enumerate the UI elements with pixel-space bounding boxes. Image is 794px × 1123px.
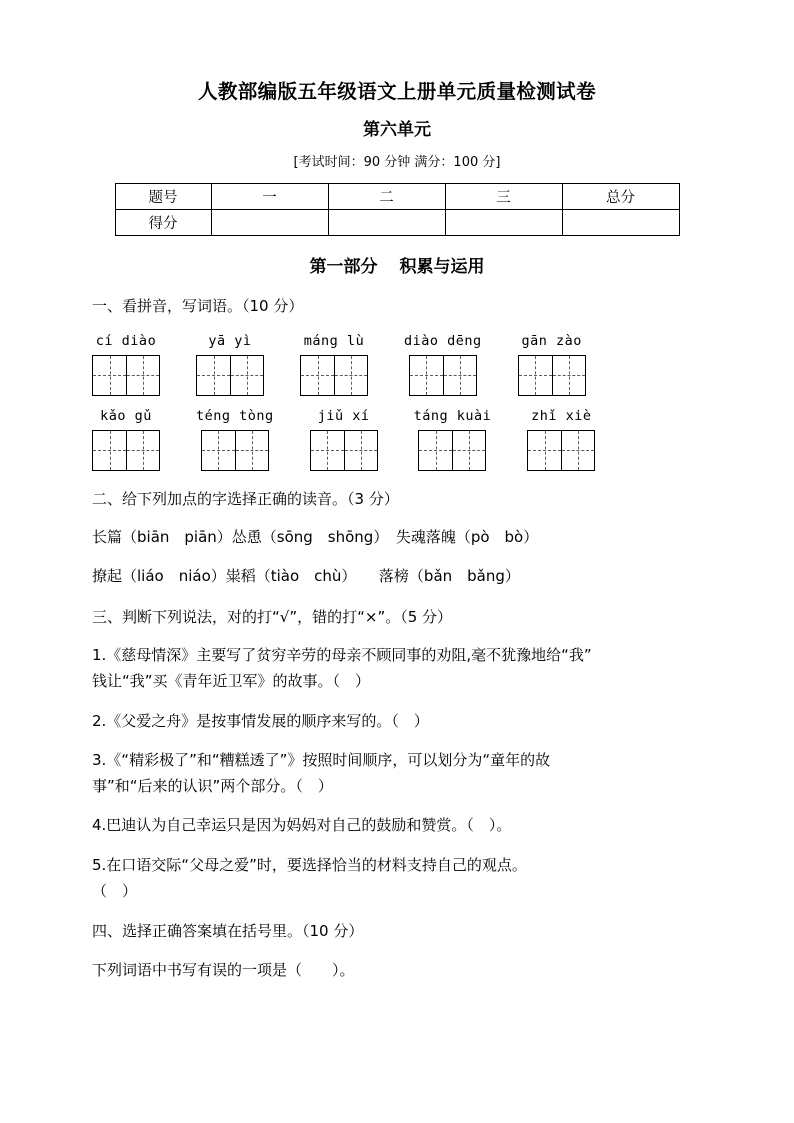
tianzige-cell[interactable] (301, 356, 334, 395)
question-1-title: 一、看拼音，写词语。（10 分） (92, 297, 304, 316)
tianzige-cell[interactable] (552, 356, 585, 395)
pinyin-label: diào dēng (404, 332, 482, 349)
tianzige-box[interactable] (310, 430, 378, 471)
pinyin-label: jiǔ xí (317, 407, 370, 424)
question-3-title: 三、判断下列说法，对的打“√”，错的打“×”。（5 分） (92, 607, 453, 626)
score-table (115, 183, 680, 236)
score-table-col-3: 总分 (562, 184, 679, 210)
score-cell-1[interactable] (328, 210, 445, 236)
tianzige-box[interactable] (418, 430, 486, 471)
tianzige-cell[interactable] (126, 431, 159, 470)
score-table-row-label-1: 得分 (115, 210, 211, 236)
tianzige-cell[interactable] (311, 431, 344, 470)
tianzige-cell[interactable] (528, 431, 561, 470)
pinyin-label: kǎo gǔ (100, 407, 152, 424)
pinyin-row-2 (92, 409, 706, 471)
tianzige-cell[interactable] (410, 356, 443, 395)
pinyin-label: cí diào (95, 332, 157, 349)
question-3-item-5-line-1: 5.在口语交际“父母之爱”时，要选择恰当的材料支持自己的观点。 (92, 855, 527, 874)
exam-content (0, 278, 794, 981)
pinyin-item (196, 409, 274, 471)
tianzige-cell[interactable] (93, 356, 126, 395)
question-2-line-1: 长篇（biān piān）怂恿（sōng shōng） 失魂落魄（pò bò） (92, 528, 539, 547)
score-cell-2[interactable] (445, 210, 562, 236)
tianzige-box[interactable] (527, 430, 595, 471)
tianzige-cell[interactable] (452, 431, 485, 470)
score-table-row-label-0: 题号 (115, 184, 211, 210)
tianzige-cell[interactable] (344, 431, 377, 470)
tianzige-box[interactable] (300, 355, 368, 396)
question-3-item-2-line-1: 2.《父爱之舟》是按事情发展的顺序来写的。（ ） (92, 711, 429, 730)
tianzige-box[interactable] (92, 430, 160, 471)
pinyin-label: táng kuài (413, 407, 492, 424)
tianzige-box[interactable] (518, 355, 586, 396)
part-heading (0, 236, 794, 278)
tianzige-cell[interactable] (202, 431, 235, 470)
table-row (115, 210, 679, 236)
score-table-container (0, 170, 794, 236)
score-cell-3[interactable] (562, 210, 679, 236)
question-2-line-2: 撩起（liáo niáo）粜稻（tiào chù） 落榜（bǎn bǎng） (92, 567, 520, 586)
question-3-item-3-line-2: 事”和“后来的认识”两个部分。（ ） (92, 777, 333, 796)
pinyin-label: máng lù (303, 332, 365, 349)
question-3-item-4-line-1: 4.巴迪认为自己幸运只是因为妈妈对自己的鼓励和赞赏。（ ）。 (92, 816, 512, 835)
table-row (115, 184, 679, 210)
pinyin-label: yā yì (208, 332, 252, 349)
question-3-item-5-line-2: （ ） (92, 881, 138, 900)
tianzige-cell[interactable] (235, 431, 268, 470)
score-table-col-1: 二 (328, 184, 445, 210)
part-name: 积累与运用 (399, 257, 485, 278)
pinyin-item (527, 409, 595, 471)
pinyin-item (92, 334, 160, 396)
tianzige-box[interactable] (92, 355, 160, 396)
question-3-item-1-line-2: 钱让“我”买《青年近卫军》的故事。（ ） (92, 672, 371, 691)
score-table-col-0: 一 (211, 184, 328, 210)
pinyin-label: téng tòng (196, 407, 274, 424)
tianzige-box[interactable] (409, 355, 477, 396)
pinyin-label: zhǐ xiè (531, 407, 592, 424)
question-4-title: 四、选择正确答案填在括号里。（10 分） (92, 922, 364, 941)
pinyin-row-1 (92, 334, 706, 396)
pinyin-item (196, 334, 264, 396)
pinyin-item (414, 409, 492, 471)
exam-meta: [考试时间：90 分钟 满分：100 分] (293, 154, 501, 170)
tianzige-cell[interactable] (561, 431, 594, 470)
score-cell-0[interactable] (211, 210, 328, 236)
pinyin-item (404, 334, 482, 396)
tianzige-cell[interactable] (126, 356, 159, 395)
question-4-line-1: 下列词语中书写有误的一项是（ ）。 (92, 960, 355, 979)
tianzige-cell[interactable] (519, 356, 552, 395)
question-1-grid (92, 318, 706, 471)
tianzige-cell[interactable] (197, 356, 230, 395)
tianzige-cell[interactable] (93, 431, 126, 470)
tianzige-cell[interactable] (443, 356, 476, 395)
part-label: 第一部分 (309, 257, 378, 278)
pinyin-item (310, 409, 378, 471)
score-table-col-2: 三 (445, 184, 562, 210)
pinyin-item (300, 334, 368, 396)
tianzige-box[interactable] (201, 430, 269, 471)
tianzige-box[interactable] (196, 355, 264, 396)
page-title: 人教部编版五年级语文上册单元质量检测试卷 (197, 80, 596, 103)
question-2-title: 二、给下列加点的字选择正确的读音。（3 分） (92, 489, 399, 508)
page-subtitle: 第六单元 (363, 120, 431, 141)
pinyin-item (92, 409, 160, 471)
pinyin-label: gān zào (521, 332, 582, 349)
question-3-item-3-line-1: 3.《“精彩极了”和“糟糕透了”》按照时间顺序，可以划分为“童年的故 (92, 750, 551, 769)
question-3-item-1-line-1: 1.《慈母情深》主要写了贫穷辛劳的母亲不顾同事的劝阻,毫不犹豫地给“我” (92, 646, 592, 665)
tianzige-cell[interactable] (334, 356, 367, 395)
tianzige-cell[interactable] (419, 431, 452, 470)
pinyin-item (518, 334, 586, 396)
tianzige-cell[interactable] (230, 356, 263, 395)
